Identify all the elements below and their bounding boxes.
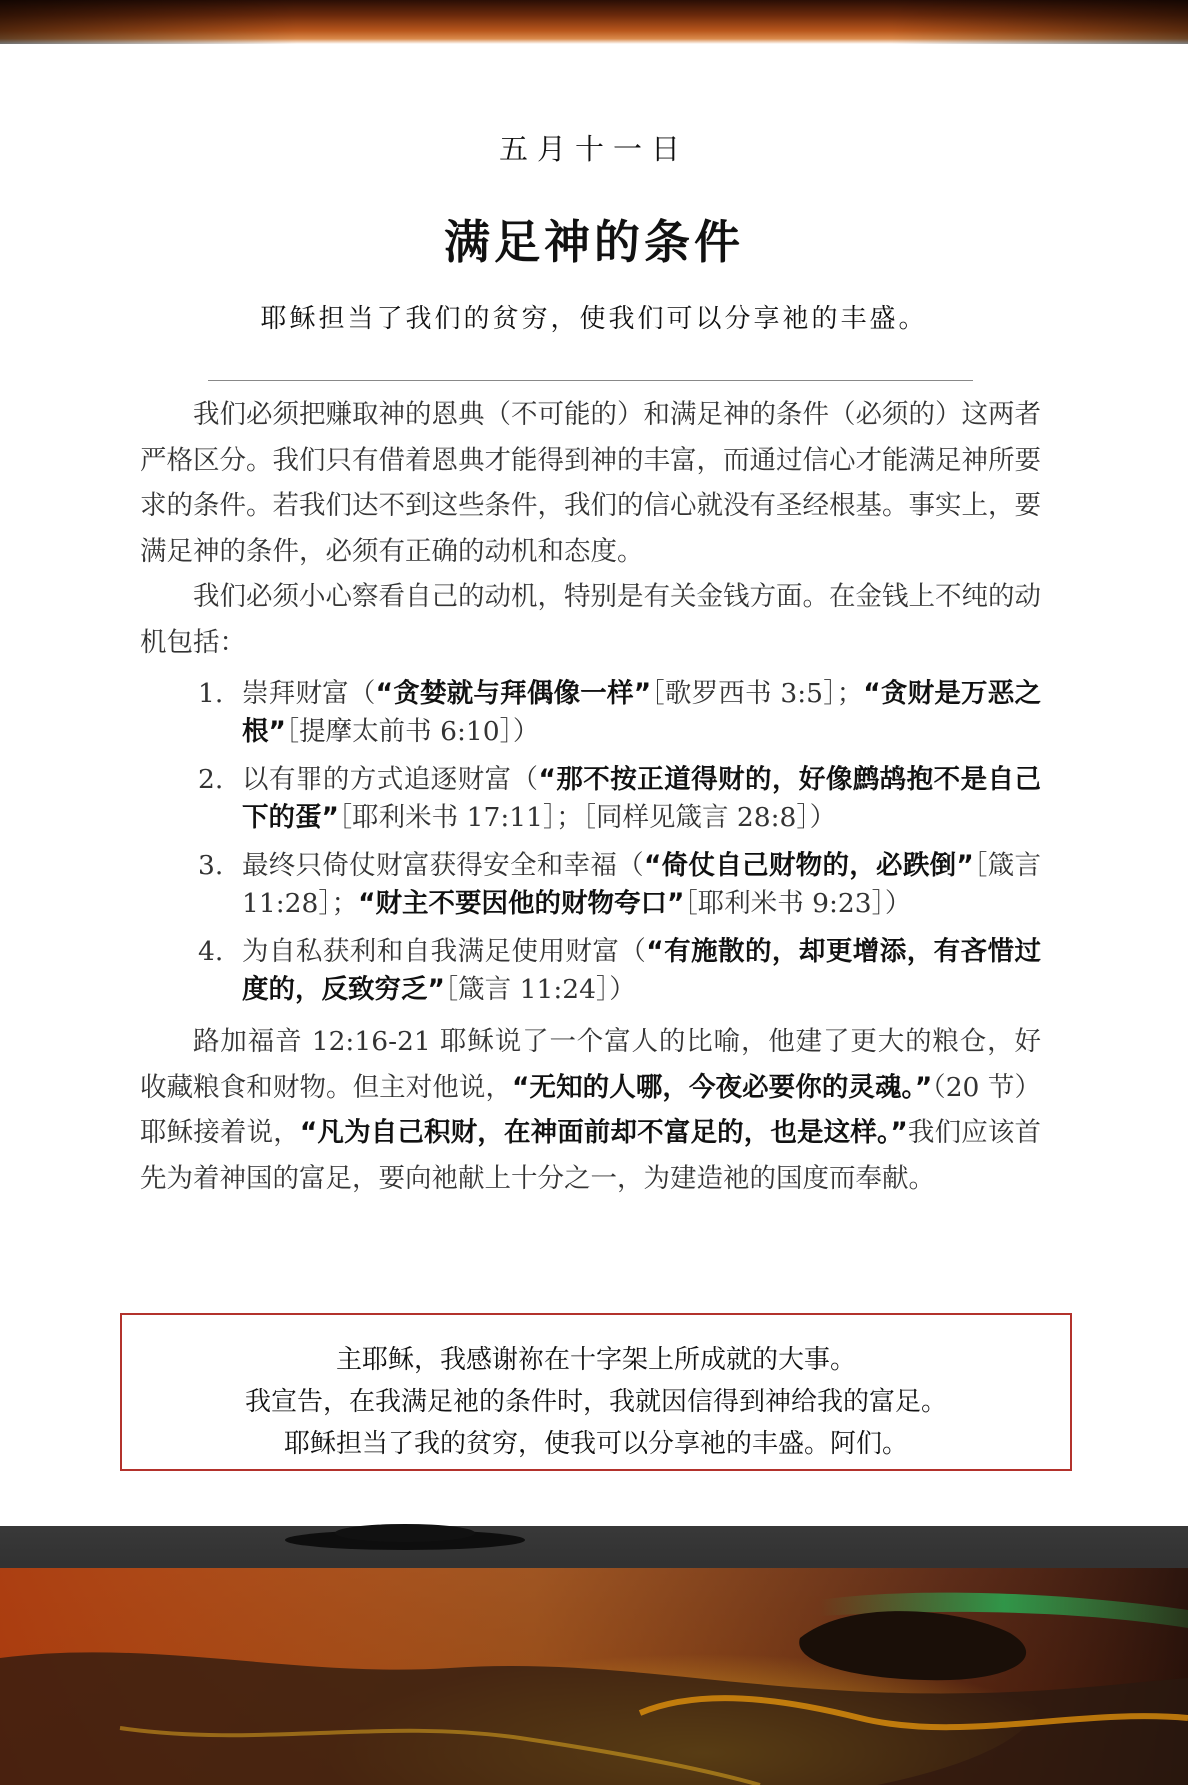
list-item: [140, 675, 1041, 751]
scripture-reference: ［耶利米书 9:23］）: [684, 888, 912, 919]
top-banner-image: [0, 0, 1188, 44]
page-title: 满足神的条件: [444, 215, 744, 269]
landscape-illustration: [0, 1518, 1188, 1785]
prayer-line-3: 耶稣担当了我的贫穷，使我可以分享祂的丰盛。阿们。: [283, 1429, 908, 1459]
prayer-line-1: 主耶稣，我感谢祢在十字架上所成就的大事。: [335, 1345, 856, 1375]
scripture-quote: “有施散的，却更增添，有吝惜过度的，反致穷乏”: [242, 936, 1041, 1005]
scripture-reference: ［歌罗西书 3:5］；: [651, 678, 864, 709]
scripture-reference: ［耶利米书 17:11］；［同样见箴言 28:8］）: [338, 802, 837, 833]
list-text: [242, 761, 1041, 837]
devotional-body: [140, 392, 1041, 1201]
paragraph-text: 路加福音 12:16-21 耶稣说了一个富人的比喻，他建了更大的粮仓，好收藏粮食和财物。但主对他说，: [140, 1026, 1041, 1103]
motives-list: [140, 675, 1041, 1009]
list-item: [140, 933, 1041, 1009]
list-text: [242, 933, 1041, 1009]
scripture-quote: “无知的人哪，今夜必要你的灵魂。”: [512, 1071, 933, 1103]
list-number: 4.: [198, 936, 224, 967]
list-lead: 为自私获利和自我满足使用财富（: [242, 936, 647, 967]
scripture-quote: “凡为自己积财，在神面前却不富足的，也是这样。”: [299, 1117, 908, 1148]
page-subtitle: 耶稣担当了我们的贫穷，使我们可以分享祂的丰盛。: [260, 304, 928, 334]
paragraph-text: （20 节）耶稣接着说，: [140, 1071, 1041, 1148]
bottom-landscape-image: [0, 1518, 1188, 1785]
list-number: 1.: [198, 678, 224, 709]
paragraph-2: 我们必须小心察看自己的动机，特别是有关金钱方面。在金钱上不纯的动机包括：: [140, 581, 1041, 658]
scripture-quote: “倚仗自己财物的，必跌倒”: [643, 850, 974, 881]
page-date: 五月十一日: [498, 132, 689, 166]
scripture-reference: ［箴言 11:28］；: [242, 850, 1041, 919]
list-lead: 崇拜财富（: [242, 678, 376, 709]
prayer-box: [120, 1313, 1072, 1471]
scripture-quote: “贪婪就与拜偶像一样”: [375, 678, 652, 709]
list-text: [242, 675, 1041, 751]
list-lead: 以有罪的方式追逐财富（: [242, 764, 539, 795]
scripture-reference: ［箴言 11:24］）: [444, 974, 636, 1005]
prayer-line-2: 我宣告，在我满足祂的条件时，我就因信得到神给我的富足。: [244, 1387, 947, 1417]
list-item: [140, 761, 1041, 837]
list-item: [140, 847, 1041, 923]
list-number: 3.: [198, 850, 224, 881]
list-lead: 最终只倚仗财富获得安全和幸福（: [242, 850, 644, 881]
scripture-quote: “财主不要因他的财物夸口”: [358, 888, 685, 919]
list-text: [242, 847, 1041, 923]
paragraph-3: [140, 1019, 1041, 1201]
paragraph-1: 我们必须把赚取神的恩典（不可能的）和满足神的条件（必须的）这两者严格区分。我们只有借着恩典才能得到神的丰富，而通过信心才能满足神所要求的条件。若我们达不到这些条件，我们的信心就没有圣经根基。事实上，要满足神的条件，必须有正确的动机和态度。: [140, 399, 1041, 567]
scripture-quote: “贪财是万恶之根”: [242, 678, 1041, 747]
scripture-reference: ［提摩太前书 6:10］）: [285, 716, 540, 747]
list-number: 2.: [198, 764, 224, 795]
title-divider: [208, 380, 973, 381]
scripture-quote: “那不按正道得财的，好像鹧鸪抱不是自己下的蛋”: [242, 764, 1042, 833]
paragraph-text: 我们应该首先为着神国的富足，要向祂献上十分之一，为建造祂的国度而奉献。: [140, 1117, 1042, 1194]
